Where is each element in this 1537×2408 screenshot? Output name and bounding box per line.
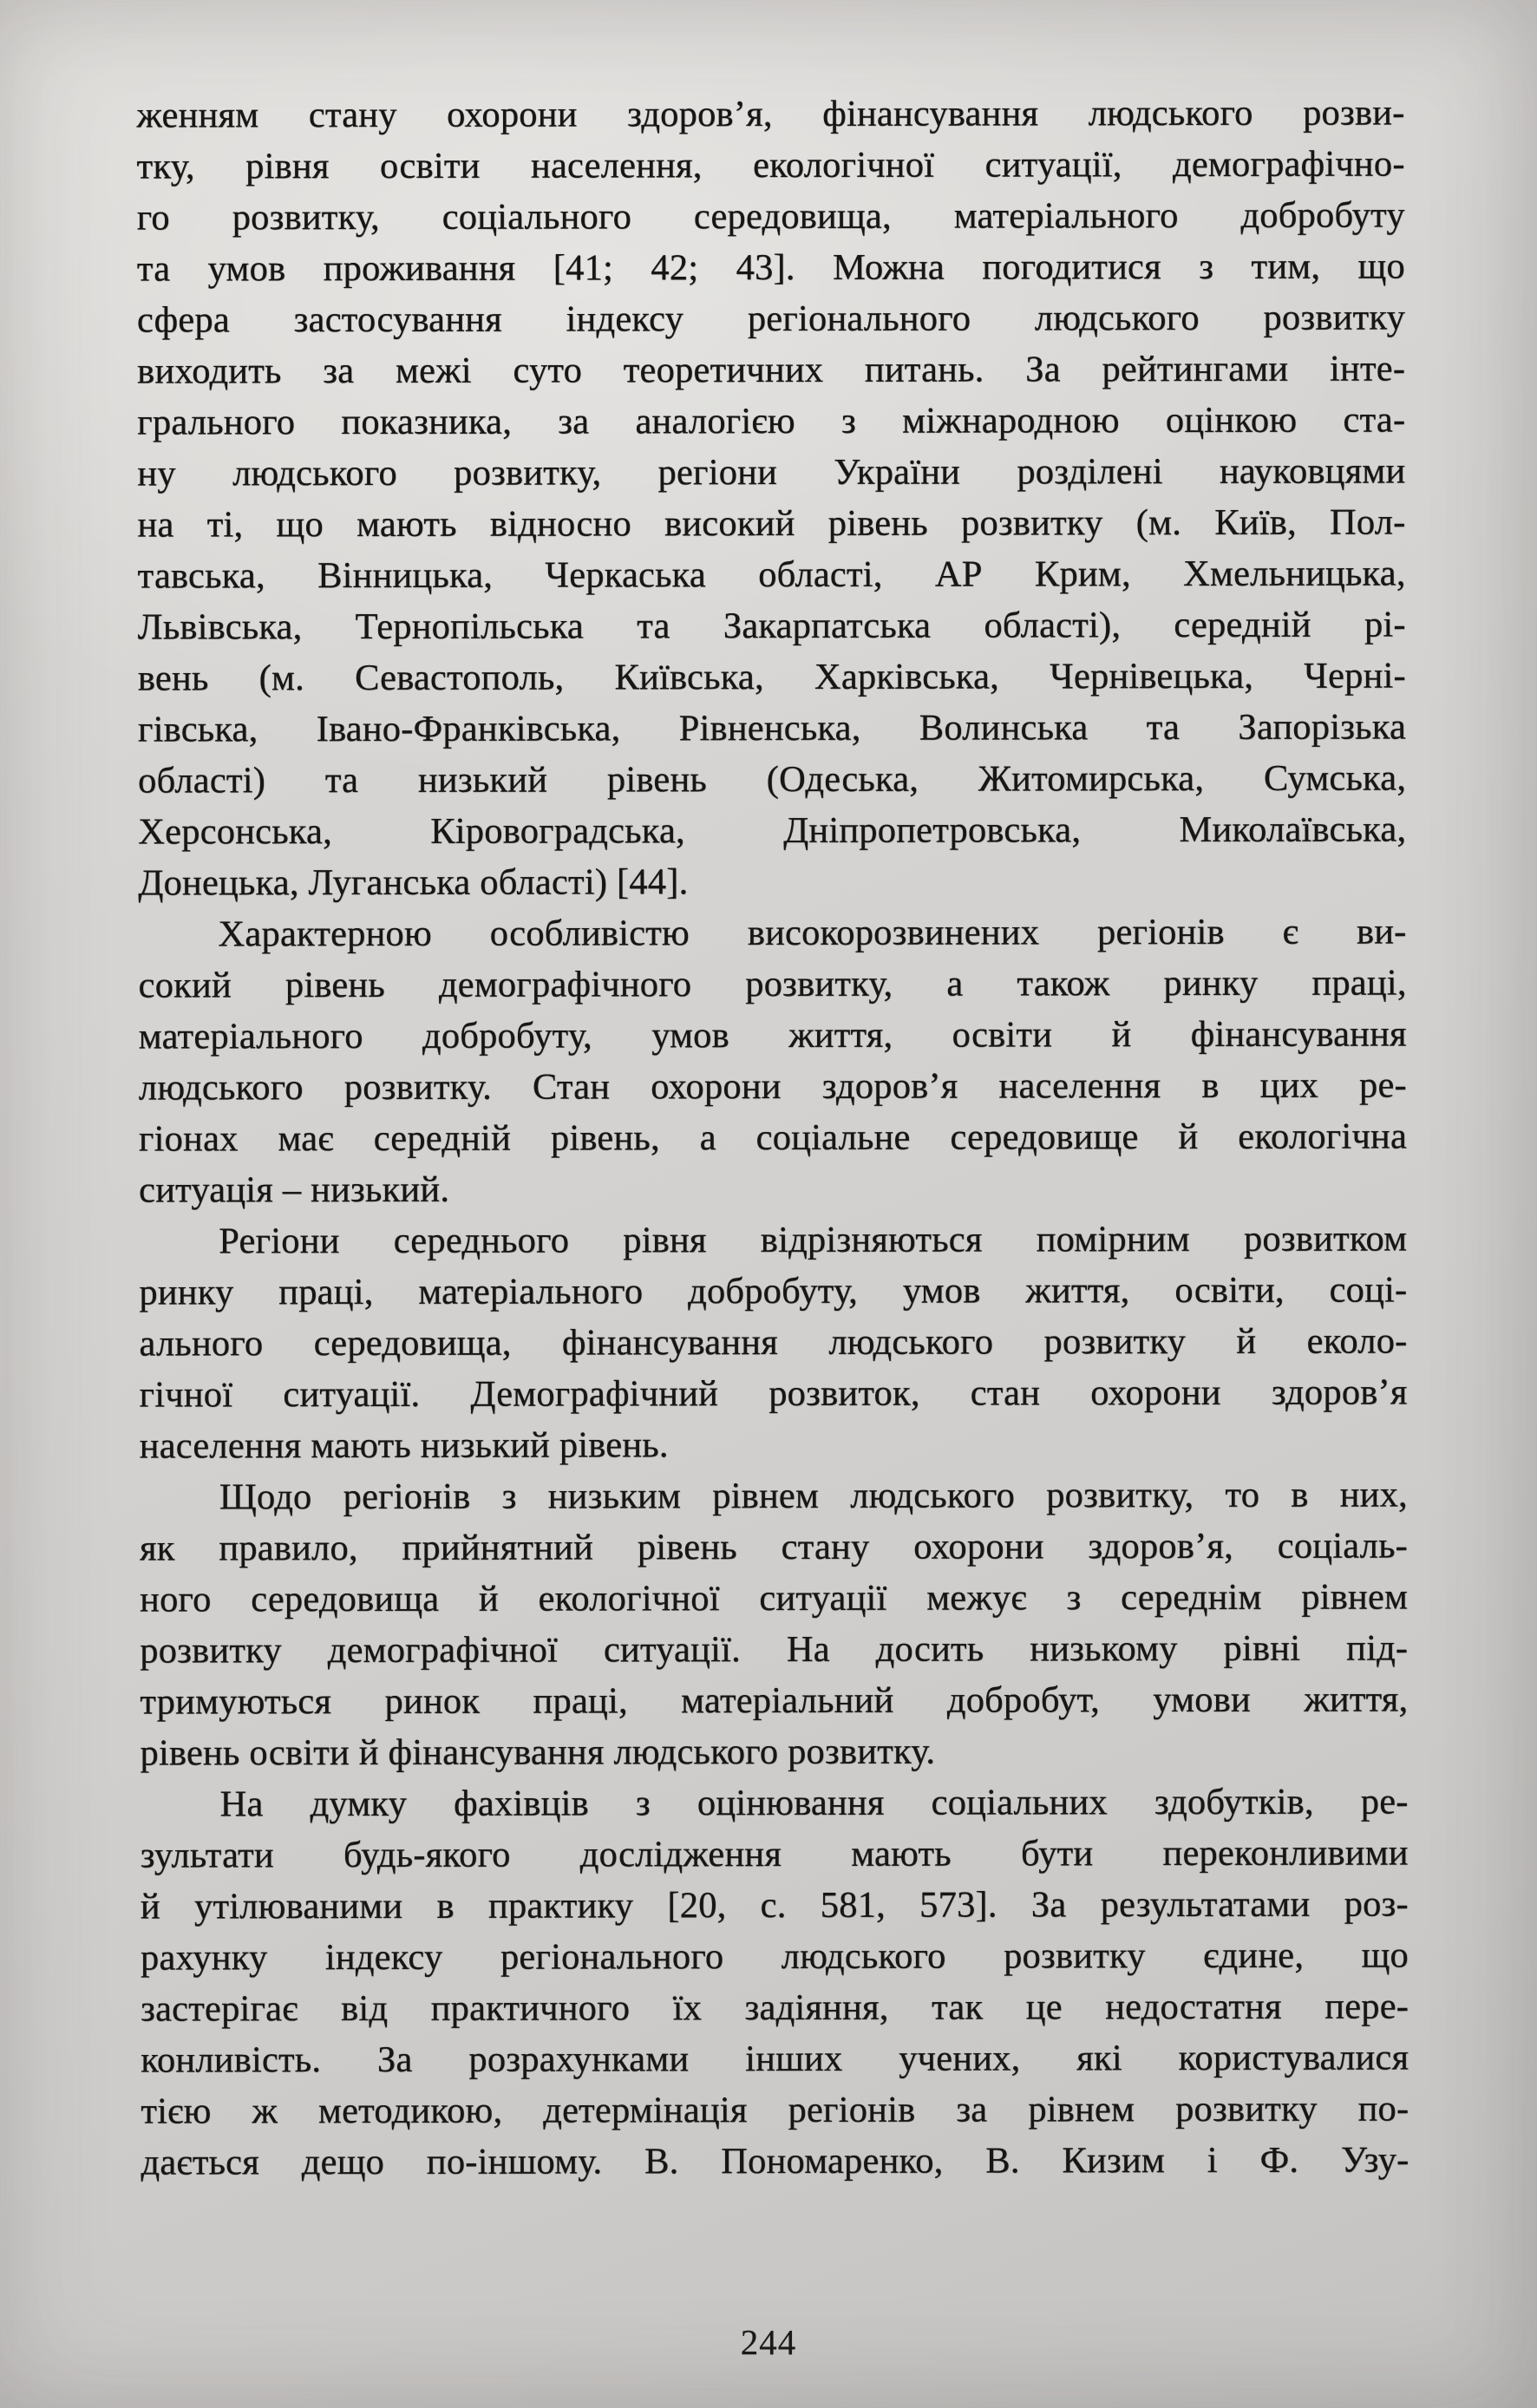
text-line: Херсонська, Кіровоградська, Дніпропетровська, Миколаївська, — [138, 808, 1407, 853]
text-line: женням стану охорони здоров’я, фінансування людського розви- — [136, 92, 1405, 136]
text-line: тією ж методикою, детермінація регіонів за рівнем розвитку по- — [141, 2088, 1409, 2132]
text-line: тримуються ринок праці, матеріальний добробут, умови життя, — [140, 1678, 1409, 1723]
text-line: На думку фахівців з оцінювання соціальних здобутків, ре- — [219, 1781, 1409, 1825]
text-line: конливість. За розрахунками інших учених, які користувалися — [141, 2037, 1409, 2081]
text-line: ного середовища й екологічної ситуації межує з середнім рівнем — [140, 1576, 1409, 1620]
text-line: на ті, що мають відносно високий рівень розвитку (м. Київ, Пол- — [137, 501, 1406, 546]
text-line: та умов проживання [41; 42; 43]. Можна погодитися з тим, що — [136, 245, 1405, 290]
text-block — [136, 87, 1409, 2188]
paragraph — [141, 1776, 1409, 2188]
text-line: Львівська, Тернопільська та Закарпатська області), середній рі- — [137, 604, 1406, 648]
text-line: ну людського розвитку, регіони України розділені науковцями — [137, 450, 1406, 494]
text-line: Щодо регіонів з низьким рівнем людського розвитку, то в них, — [219, 1474, 1408, 1518]
text-line: гіонах має середній рівень, а соціальне середовище й екологічна — [138, 1116, 1408, 1160]
text-line: зультати будь-якого дослідження мають бути переконливими — [140, 1832, 1409, 1876]
paragraph — [139, 1213, 1408, 1471]
text-line: Регіони середнього рівня відрізняються помірним розвитком — [219, 1218, 1408, 1262]
text-line: дається дещо по-іншому. В. Пономаренко, В. Кизим і Ф. Узу- — [141, 2139, 1409, 2183]
text-line: матеріального добробуту, умов життя, освіти й фінансування — [138, 1013, 1407, 1057]
text-line: ринку праці, матеріального добробуту, умов життя, освіти, соці- — [139, 1269, 1408, 1313]
text-line: тку, рівня освіти населення, екологічної ситуації, демографічно- — [136, 143, 1405, 187]
text-line: області) та низький рівень (Одеська, Житомирська, Сумська, — [138, 757, 1407, 802]
text-line: рахунку індексу регіонального людського розвитку єдине, що — [140, 1934, 1409, 1979]
text-line: Донецька, Луганська області) [44]. — [138, 861, 689, 904]
paragraph — [136, 87, 1406, 908]
text-line: людського розвитку. Стан охорони здоров’я населення в цих ре- — [138, 1064, 1407, 1109]
text-line: ального середовища, фінансування людського розвитку й еколо- — [139, 1320, 1408, 1364]
page-number: 244 — [740, 2322, 797, 2362]
text-line: ситуація – низький. — [139, 1168, 450, 1211]
paragraph — [140, 1469, 1409, 1778]
text-line: рівень освіти й фінансування людського розвитку. — [140, 1731, 936, 1774]
text-line: тавська, Вінницька, Черкаська області, АР Крим, Хмельницька, — [137, 553, 1406, 597]
text-line: гічної ситуації. Демографічний розвиток, стан охорони здоров’я — [139, 1371, 1408, 1416]
text-line: й утілюваними в практику [20, с. 581, 573]. За результатами роз- — [140, 1883, 1409, 1927]
text-line: вень (м. Севастополь, Київська, Харківська, Чернівецька, Черні- — [137, 655, 1406, 699]
text-line: Характерною особливістю високорозвинених регіонів є ви- — [218, 911, 1407, 955]
text-line: розвитку демографічної ситуації. На досить низькому рівні під- — [140, 1627, 1409, 1672]
text-line: застерігає від практичного їх задіяння, так це недостатня пере- — [141, 1986, 1409, 2030]
text-line: виходить за межі суто теоретичних питань. За рейтингами інте- — [137, 348, 1406, 392]
text-line: го розвитку, соціального середовища, матеріального добробуту — [136, 194, 1405, 239]
text-line: грального показника, за аналогією з міжнародною оцінкою ста- — [137, 399, 1406, 443]
text-line: гівська, Івано-Франківська, Рівненська, Волинська та Запорізька — [137, 706, 1407, 750]
paragraph — [138, 906, 1407, 1215]
text-line: сфера застосування індексу регіонального людського розвитку — [136, 297, 1406, 341]
text-line: населення мають низький рівень. — [139, 1424, 669, 1467]
text-line: сокий рівень демографічного розвитку, а також ринку праці, — [138, 962, 1407, 1006]
text-line: як правило, прийнятний рівень стану охорони здоров’я, соціаль- — [139, 1525, 1409, 1569]
